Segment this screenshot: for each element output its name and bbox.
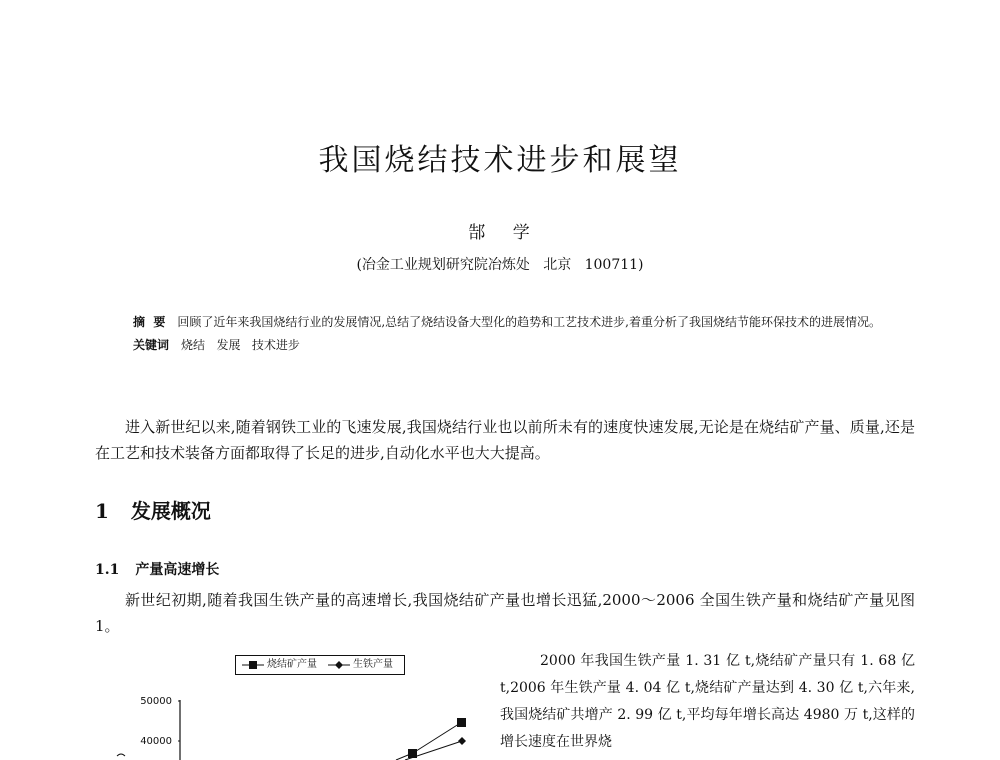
square-marker-icon bbox=[249, 661, 257, 669]
pig-iron-point-2006 bbox=[458, 737, 466, 745]
keywords-label: 关键词 bbox=[133, 338, 170, 352]
author-name: 郜 学 bbox=[468, 223, 532, 243]
section-heading-1 bbox=[95, 495, 211, 524]
sinter-point-2006 bbox=[457, 718, 466, 727]
abstract-text: 回顾了近年来我国烧结行业的发展情况,总结了烧结设备大型化的趋势和工艺技术进步,着重分析了我国烧结节能环保技术的进展情况。 bbox=[177, 315, 881, 329]
ylabel-fragment bbox=[117, 754, 125, 756]
abstract bbox=[133, 311, 893, 334]
keywords-text: 烧结 发展 技术进步 bbox=[181, 338, 300, 352]
keywords bbox=[133, 334, 893, 357]
legend-pig-iron: 生铁产量 bbox=[353, 659, 393, 670]
paragraph-1-1-b: 2000 年我国生铁产量 1. 31 亿 t,烧结矿产量只有 1. 68 亿 t,2006 年生铁产量 4. 04 亿 t,烧结矿产量达到 4. 30 亿 t,六年来,我国烧结矿共增产 2. 99 亿 t,平均每年增长高达 4980 万 t,这样的增长速度在世界烧 bbox=[500, 653, 915, 750]
subsection-heading-1-1 bbox=[95, 559, 219, 579]
paper-title: 我国烧结技术进步和展望 bbox=[318, 143, 682, 178]
subsection-title: 产量高速增长 bbox=[135, 562, 220, 578]
abstract-label: 摘 要 bbox=[133, 315, 166, 329]
intro-paragraph: 进入新世纪以来,随着钢铁工业的飞速发展,我国烧结行业也以前所未有的速度快速发展,无论是在烧结矿产量、质量,还是在工艺和技术装备方面都取得了长足的进步,自动化水平也大大提高。 bbox=[95, 418, 915, 462]
paragraph-1-1: 新世纪初期,随着我国生铁产量的高速增长,我国烧结矿产量也增长迅猛,2000～2006 全国生铁产量和烧结矿产量见图 1。 bbox=[95, 591, 915, 635]
abstract-block bbox=[133, 311, 893, 357]
subsection-number: 1.1 bbox=[95, 562, 120, 578]
section-title: 发展概况 bbox=[130, 499, 211, 523]
section-number: 1 bbox=[95, 499, 109, 523]
legend-sinter: 烧结矿产量 bbox=[267, 659, 317, 670]
author-affiliation: (冶金工业规划研究院冶炼处 北京 100711) bbox=[356, 257, 644, 273]
ytick-40000: 40000 bbox=[140, 736, 172, 747]
chart-legend bbox=[235, 655, 405, 675]
ytick-50000: 50000 bbox=[140, 696, 172, 707]
line-chart bbox=[100, 680, 490, 760]
diamond-marker-icon bbox=[335, 661, 343, 669]
